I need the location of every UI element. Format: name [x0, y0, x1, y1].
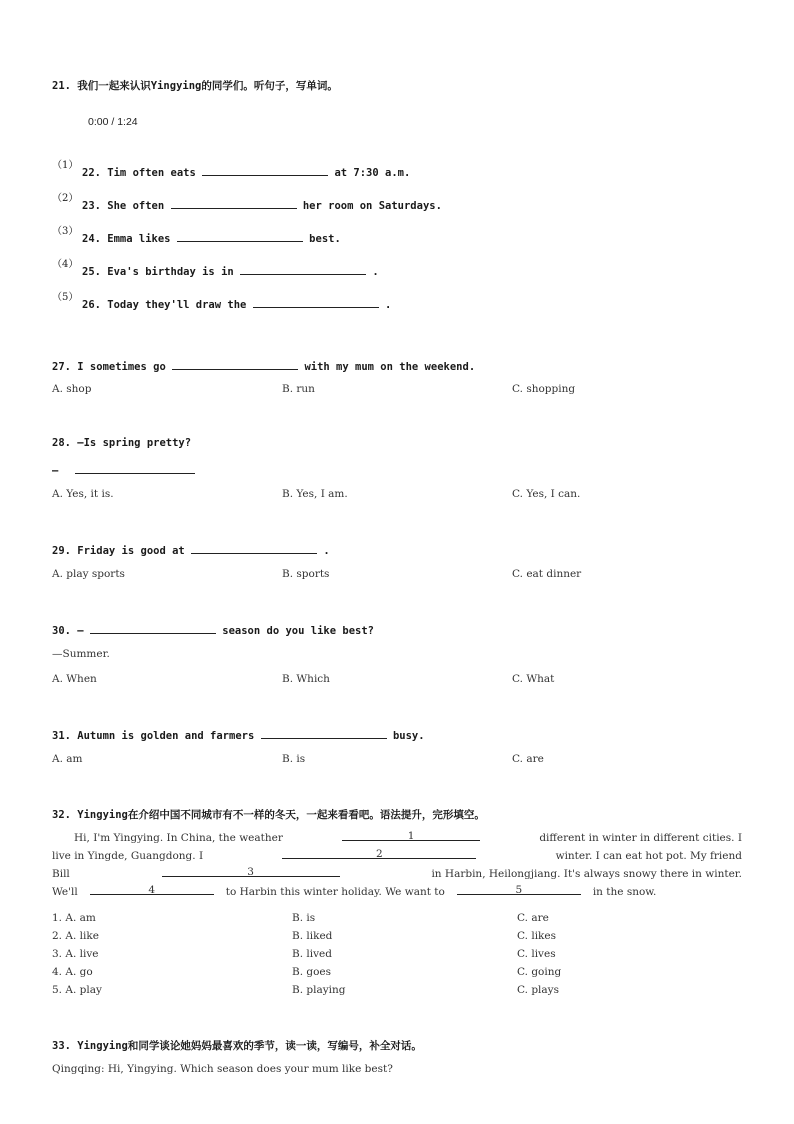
q30-post: season do you like best? [222, 625, 374, 637]
passage-text: winter. I can eat hot pot. My friend [555, 850, 742, 862]
q30-option-b[interactable]: B. Which [282, 673, 330, 685]
q21-sub-4: （4） [52, 259, 79, 270]
q32-choice-1-b[interactable]: B. is [292, 912, 316, 924]
q22-blank[interactable] [202, 164, 328, 176]
blank-number: 3 [247, 866, 254, 878]
q28-stem: 28. —Is spring pretty? [52, 437, 192, 449]
q29-option-b[interactable]: B. sports [282, 568, 330, 580]
q27-post: with my mum on the weekend. [304, 361, 476, 373]
q24-blank[interactable] [177, 230, 303, 242]
passage-blank-4[interactable] [90, 883, 214, 895]
q32-title: 32. Yingying在介绍中国不同城市有不一样的冬天，一起来看看吧。语法提升，完形填空。 [52, 809, 485, 821]
q32-choice-3-a[interactable]: 3. A. live [52, 948, 99, 960]
q29-post: . [323, 545, 330, 557]
passage-blank-1[interactable] [342, 829, 480, 841]
q21-sub-3: （3） [52, 226, 79, 237]
passage-text: to Harbin this winter holiday. We want to [225, 886, 445, 898]
q30-pre: 30. — [52, 625, 84, 637]
q30-blank[interactable] [90, 622, 216, 634]
q27-blank[interactable] [172, 358, 298, 370]
q32-choice-1-a[interactable]: 1. A. am [52, 912, 96, 924]
passage-text: Hi, I'm Yingying. In China, the weather [74, 832, 283, 844]
passage-text: live in Yingde, Guangdong. I [52, 850, 204, 862]
blank-number: 5 [515, 884, 523, 896]
q29-stem [52, 542, 330, 557]
q32-choice-2-c[interactable]: C. likes [517, 930, 557, 942]
q27-option-a[interactable]: A. shop [52, 383, 92, 395]
q24-post: best. [309, 233, 341, 245]
q30-answer: —Summer. [52, 648, 110, 660]
q32-choice-5-c[interactable]: C. plays [517, 984, 559, 996]
q32-choice-1-c[interactable]: C. are [517, 912, 549, 924]
q29-blank[interactable] [191, 542, 317, 554]
q32-choice-5-b[interactable]: B. playing [292, 984, 346, 996]
q25-blank[interactable] [240, 263, 366, 275]
q28-option-b[interactable]: B. Yes, I am. [282, 488, 348, 500]
q33-title: 33. Yingying和同学谈论她妈妈最喜欢的季节，读一读，写编号，补全对话。 [52, 1040, 422, 1052]
passage-text: in Harbin, Heilongjiang. It's always snowy there in winter. [431, 868, 742, 880]
q32-choice-3-b[interactable]: B. lived [292, 948, 332, 960]
q21-sub-2: （2） [52, 193, 79, 204]
q32-passage [52, 829, 742, 901]
q22-pre: 22. Tim often eats [82, 167, 196, 179]
q28-answer-line [52, 462, 195, 477]
blank-number: 1 [407, 830, 415, 842]
q28-dash: — [52, 465, 59, 477]
q32-choice-2-b[interactable]: B. liked [292, 930, 333, 942]
q33-dialog-line: Qingqing: Hi, Yingying. Which season does your mum like best? [52, 1063, 393, 1075]
q29-option-c[interactable]: C. eat dinner [512, 568, 582, 580]
q21-sub-5: （5） [52, 292, 79, 303]
q26-pre: 26. Today they'll draw the [82, 299, 247, 311]
passage-blank-3[interactable] [162, 865, 340, 877]
q32-choice-4-b[interactable]: B. goes [292, 966, 332, 978]
q30-option-a[interactable]: A. When [52, 673, 97, 685]
q26-post: . [385, 299, 392, 311]
q32-choice-4-c[interactable]: C. going [517, 966, 562, 978]
q27-option-c[interactable]: C. shopping [512, 383, 576, 395]
q31-pre: 31. Autumn is golden and farmers [52, 730, 255, 742]
q25-post: . [372, 266, 379, 278]
passage-text: in the snow. [592, 886, 657, 898]
q29-pre: 29. Friday is good at [52, 545, 185, 557]
q28-option-c[interactable]: C. Yes, I can. [512, 488, 581, 500]
q32-choice-3-c[interactable]: C. lives [517, 948, 556, 960]
q31-post: busy. [392, 730, 425, 742]
passage-text: We'll [52, 886, 78, 898]
q32-choice-4-a[interactable]: 4. A. go [52, 966, 93, 978]
q31-stem [52, 727, 425, 742]
q31-option-c[interactable]: C. are [512, 753, 544, 765]
passage-text: Bill [52, 868, 70, 880]
q23-blank[interactable] [171, 197, 297, 209]
blank-number: 4 [148, 884, 156, 896]
q24-line [82, 230, 341, 245]
q31-option-a[interactable]: A. am [52, 753, 83, 765]
q32-choice-5-a[interactable]: 5. A. play [52, 984, 102, 996]
q31-option-b[interactable]: B. is [282, 753, 306, 765]
audio-time[interactable]: 0:00 / 1:24 [88, 116, 138, 128]
q27-stem [52, 358, 475, 373]
q21-sub-1: （1） [52, 160, 79, 171]
q30-stem [52, 622, 374, 637]
q29-option-a[interactable]: A. play sports [52, 568, 125, 580]
q32-choice-2-a[interactable]: 2. A. like [52, 930, 99, 942]
q22-post: at 7:30 a.m. [334, 167, 411, 179]
q22-line [82, 164, 410, 179]
passage-blank-2[interactable] [282, 847, 476, 859]
q26-blank[interactable] [253, 296, 379, 308]
q23-post: her room on Saturdays. [302, 200, 442, 212]
q27-option-b[interactable]: B. run [282, 383, 315, 395]
q24-pre: 24. Emma likes [82, 233, 171, 245]
q25-pre: 25. Eva's birthday is in [82, 266, 234, 278]
q25-line [82, 263, 379, 278]
q26-line [82, 296, 391, 311]
passage-blank-5[interactable] [457, 883, 581, 895]
blank-number: 2 [376, 848, 383, 860]
q31-blank[interactable] [261, 727, 387, 739]
q27-pre: 27. I sometimes go [52, 361, 166, 373]
passage-line [52, 847, 742, 865]
passage-line [52, 883, 742, 901]
q28-blank[interactable] [75, 462, 195, 474]
passage-text: different in winter in different cities. I [539, 832, 742, 844]
q23-line [82, 197, 442, 212]
q30-option-c[interactable]: C. What [512, 673, 555, 685]
q23-pre: 23. She often [82, 200, 165, 212]
q21-title: 21. 我们一起来认识Yingying的同学们。听句子，写单词。 [52, 80, 338, 92]
q28-option-a[interactable]: A. Yes, it is. [52, 488, 114, 500]
